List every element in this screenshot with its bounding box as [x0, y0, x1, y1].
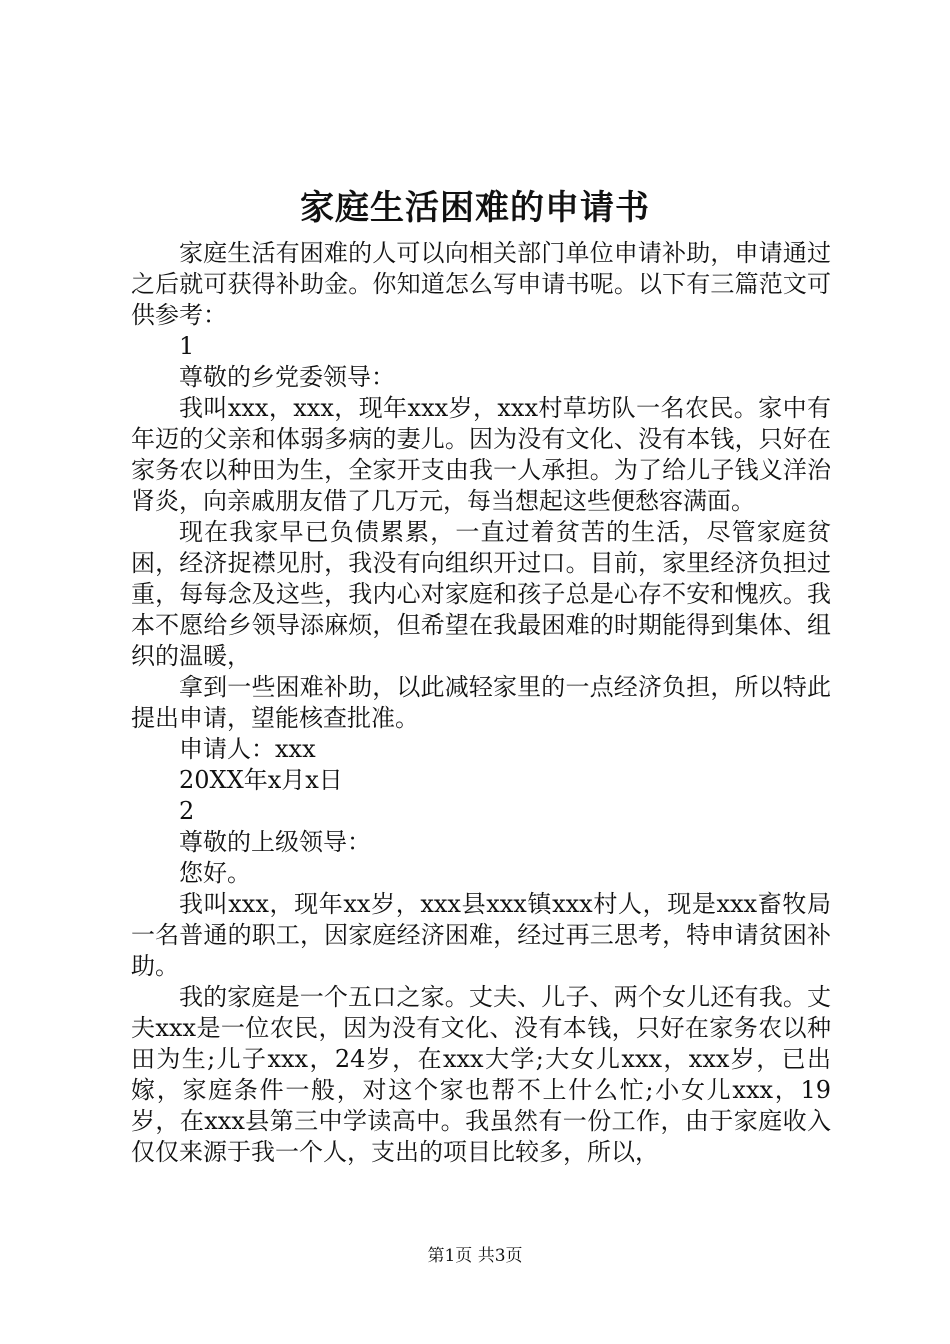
- body-paragraph: 现在我家早已负债累累，一直过着贫苦的生活，尽管家庭贫困，经济捉襟见肘，我没有向组织开过口。目前，家里经济负担过重，每每念及这些，我内心对家庭和孩子总是心存不安和愧疚。我本不愿给乡领导添麻烦，但希望在我最困难的时期能得到集体、组织的温暖，: [131, 518, 831, 670]
- document-body: [131, 238, 831, 1168]
- section-number: 1: [179, 332, 195, 360]
- salutation: 尊敬的上级领导：: [179, 828, 371, 856]
- greeting: 您好。: [179, 859, 251, 887]
- salutation: 尊敬的乡党委领导：: [179, 363, 395, 391]
- page-footer: 第1页 共3页: [427, 1246, 523, 1266]
- body-paragraph: 拿到一些困难补助，以此减轻家里的一点经济负担，所以特此提出申请，望能核查批准。: [131, 673, 831, 732]
- body-paragraph: 我叫xxx，现年xx岁，xxx县xxx镇xxx村人，现是xxx畜牧局一名普通的职工，因家庭经济困难，经过再三思考，特申请贫困补助。: [131, 890, 831, 980]
- intro-paragraph: 家庭生活有困难的人可以向相关部门单位申请补助，申请通过之后就可获得补助金。你知道怎么写申请书呢。以下有三篇范文可供参考：: [131, 239, 831, 329]
- section-number: 2: [179, 797, 195, 825]
- applicant-line: 申请人：xxx: [179, 735, 316, 763]
- body-paragraph: 我的家庭是一个五口之家。丈夫、儿子、两个女儿还有我。丈夫xxx是一位农民，因为没有文化、没有本钱，只好在家务农以种田为生;儿子xxx，24岁，在xxx大学;大女儿xxx，xxx岁，已出嫁，家庭条件一般，对这个家也帮不上什么忙;小女儿xxx，19岁，在xxx县第三中学读高中。我虽然有一份工作，由于家庭收入仅仅来源于我一个人，支出的项目比较多，所以，: [131, 983, 831, 1166]
- date-line: 20XX年x月x日: [179, 766, 343, 794]
- body-paragraph: 我叫xxx，xxx，现年xxx岁，xxx村草坊队一名农民。家中有年迈的父亲和体弱多病的妻儿。因为没有文化、没有本钱，只好在家务农以种田为生，全家开支由我一人承担。为了给儿子钱义洋治肾炎，向亲戚朋友借了几万元，每当想起这些便愁容满面。: [131, 394, 831, 515]
- document-title: 家庭生活困难的申请书: [300, 188, 650, 228]
